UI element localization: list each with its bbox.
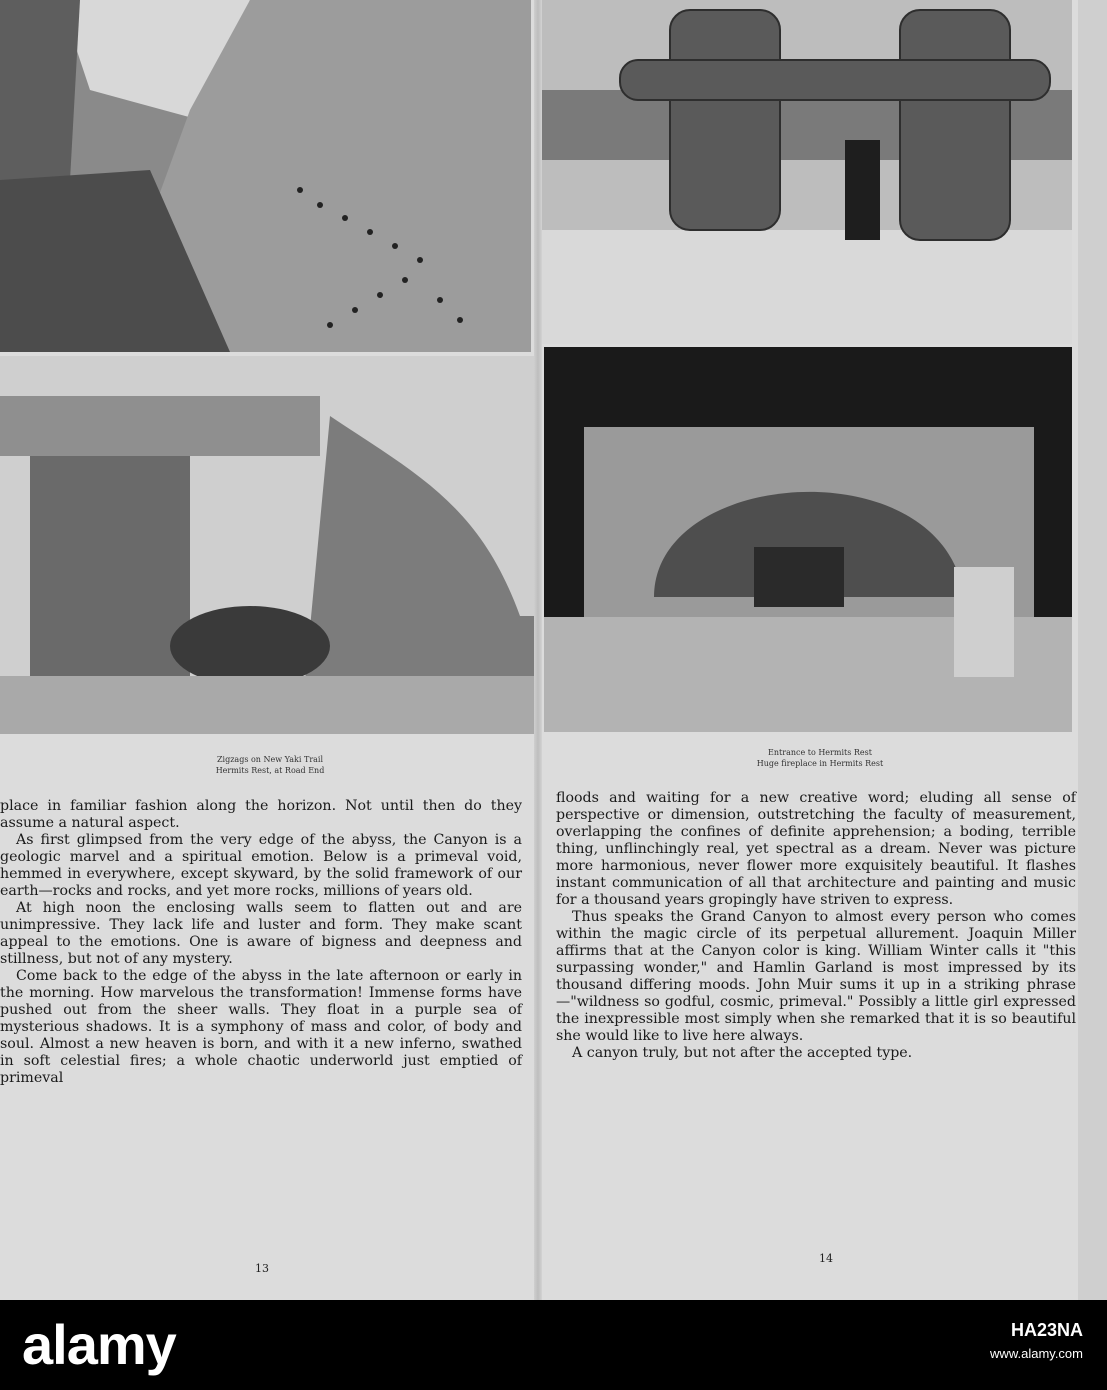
paragraph: Come back to the edge of the abyss in the late afternoon or early in the morning. How marvelous the transformation! Immense forms have pushed out from the sheer walls. They float in a purple sea of mysterious shadows. It is a symphony of mass and color, of body and soul. Almost a new heaven is born, and with it a new inferno, swathed in soft celestial fires; a whole chaotic underworld just emptied of primeval [0, 968, 522, 1086]
left-page-text [0, 798, 522, 1087]
paragraph: floods and waiting for a new creative word; eluding all sense of perspective or dimension, outstretching the faculty of measurement, overlapping the confines of definite apprehension; a boding, terrible thing, unflinchingly real, yet spectral as a dream. Never was picture more harmonious, never flower more exquisitely beautiful. It flashes instant communication of all that architecture and painting and music for a thousand years gropingly have striven to express. [556, 790, 1076, 908]
caption-left-line-2: Hermits Rest, at Road End [215, 766, 325, 775]
paragraph: As first glimpsed from the very edge of the abyss, the Canyon is a geologic marvel and a spiritual emotion. Below is a primeval void, hemmed in everywhere, except skyward, by the solid framework of our earth—rocks and rocks, and yet more rocks, millions of years old. [0, 832, 522, 899]
site-url: www.alamy.com [990, 1346, 1083, 1361]
image-id: HA23NA [1010, 1320, 1083, 1340]
caption-right [700, 747, 940, 769]
page-number-right: 14 [819, 1252, 833, 1265]
photo-canyon-trail [0, 0, 531, 352]
paragraph: At high noon the enclosing walls seem to flatten out and are unimpressive. They lack life and luster and form. They make scant appeal to the emotions. One is aware of bigness and deepness and stillness, but not of any mystery. [0, 900, 522, 967]
photo-hermits-rest-fireplace [544, 347, 1072, 732]
right-page-text [556, 790, 1076, 1062]
caption-right-line-2: Huge fireplace in Hermits Rest [756, 759, 884, 768]
page-edge [1078, 0, 1107, 1300]
watermark-info [990, 1318, 1083, 1366]
paragraph: Thus speaks the Grand Canyon to almost every person who comes within the magic circle of its perpetual allurement. Joaquin Miller affirms that at the Canyon color is king. William Winter calls it "this surpassing wonder," and Hamlin Garland is most impressed by its thousand differing moods. John Muir sums it up in a striking phrase—"wildness so godful, cosmic, primeval." Possibly a little girl expressed the inexpressible most simply when she remarked that it is so beautiful she would like to live here always. [556, 909, 1076, 1044]
paragraph: A canyon truly, but not after the accepted type. [572, 1045, 913, 1061]
paragraph: place in familiar fashion along the horizon. Not until then do they assume a natural aspect. [0, 798, 522, 831]
book-spine [534, 0, 542, 1300]
photo-hermits-rest-veranda [0, 356, 538, 734]
caption-left [150, 754, 390, 776]
photo-hermits-rest-entrance [540, 0, 1072, 344]
page-number-left: 13 [255, 1262, 269, 1275]
alamy-logo: alamy [22, 1313, 176, 1376]
caption-right-line-1: Entrance to Hermits Rest [768, 748, 872, 757]
caption-left-line-1: Zigzags on New Yaki Trail [216, 755, 324, 764]
